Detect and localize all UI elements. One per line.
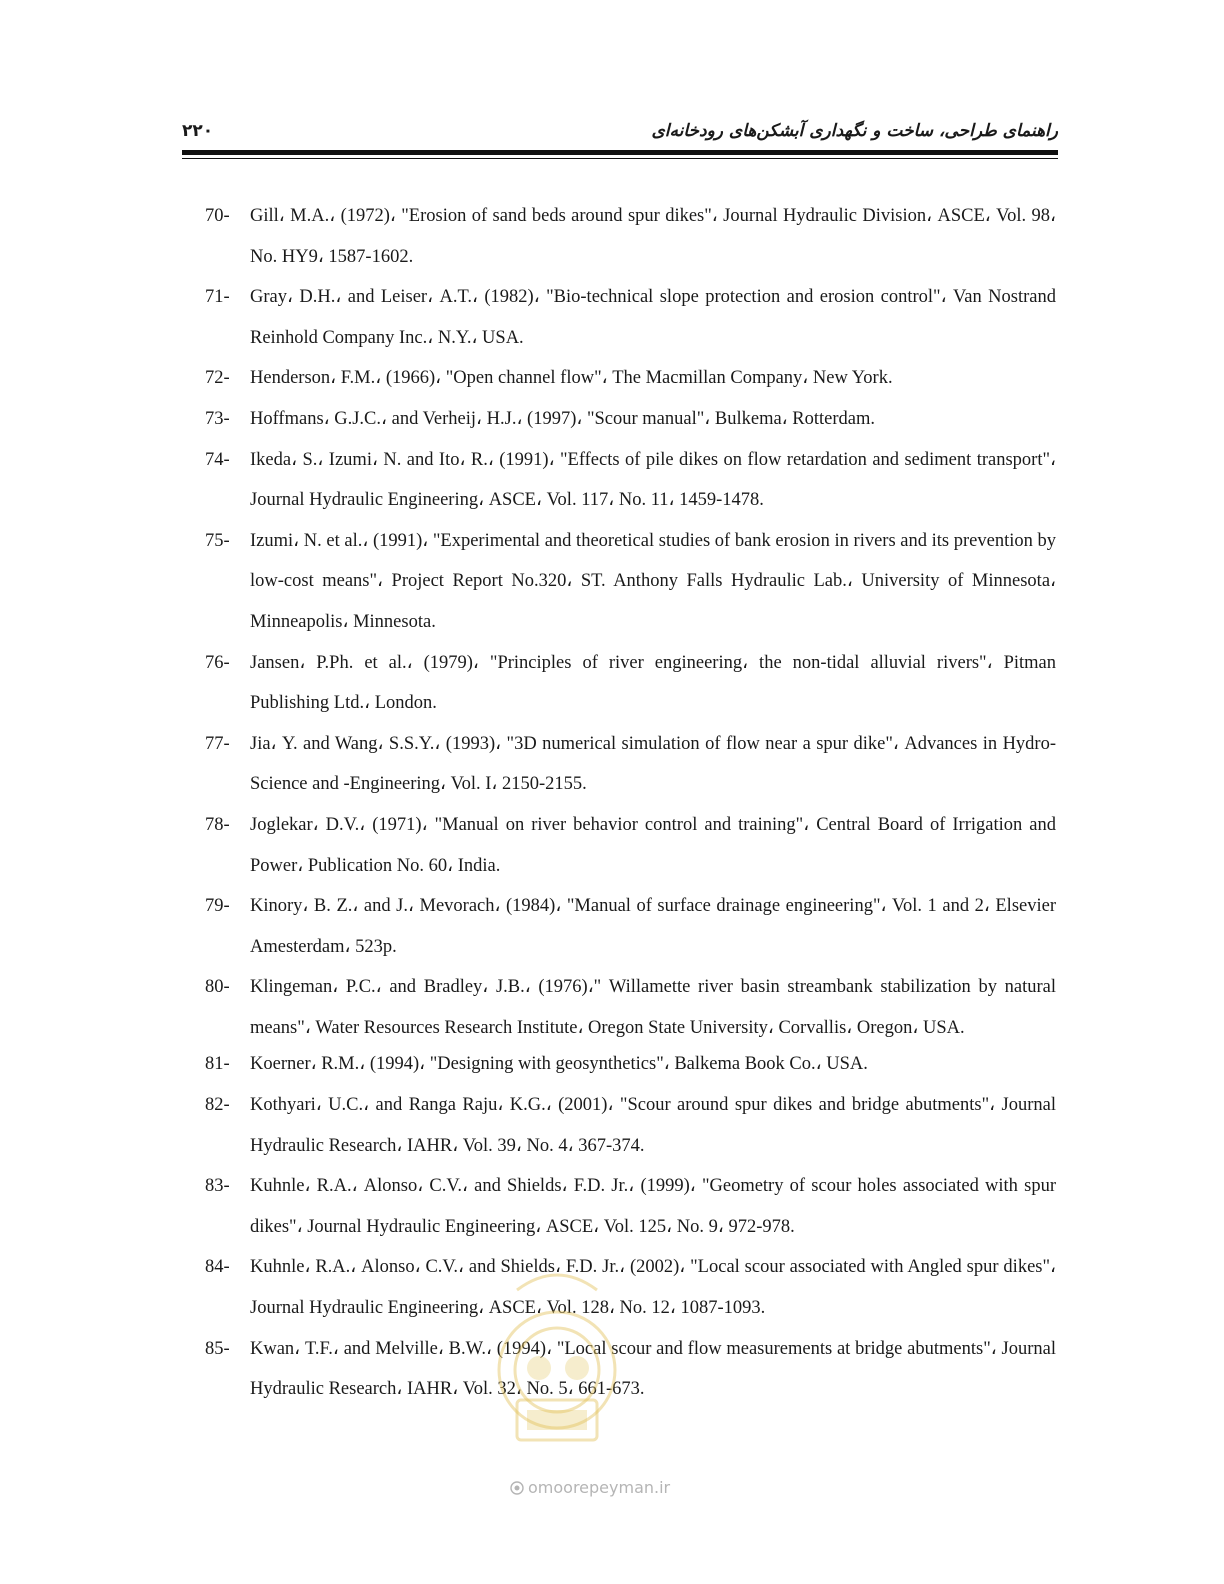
reference-text: Gill، M.A.، (1972)، "Erosion of sand beds around spur dikes"، Journal Hydraulic Division، ASCE، Vol. 98، No. HY9، 1587-1602. [250,206,1056,267]
site-watermark-text: omoorepeyman.ir [528,1478,671,1497]
globe-icon [510,1481,524,1495]
reference-number: 85- [205,1338,230,1359]
reference-item [205,1166,1056,1247]
reference-number: 76- [205,652,230,673]
reference-item [205,521,1056,643]
reference-number: 84- [205,1257,230,1278]
reference-item [205,805,1056,886]
reference-item [205,196,1056,277]
reference-text: Kuhnle، R.A.، Alonso، C.V.، and Shields، F.D. Jr.، (2002)، "Local scour associated with Angled spur dikes"، Journal Hydraulic Engineering، ASCE، Vol. 128، No. 12، 1087-1093. [250,1257,1056,1319]
header-rule-thick [182,150,1058,155]
reference-text: Jia، Y. and Wang، S.S.Y.، (1993)، "3D numerical simulation of flow near a spur dike"، Advances in Hydro-Science and -Engineering، Vol. I، 2150-2155. [250,733,1056,795]
reference-item [205,440,1056,521]
reference-number: 81- [205,1054,230,1075]
reference-text: Gray، D.H.، and Leiser، A.T.، (1982)، "Bio-technical slope protection and erosion control"، Van Nostrand Reinhold Company Inc.، N.Y.، USA. [250,287,1056,348]
reference-number: 70- [205,206,230,226]
reference-item [205,1085,1056,1166]
reference-text: Jansen، P.Ph. et al.، (1979)، "Principles of river engineering، the non-tidal alluvial rivers"، Pitman Publishing Ltd.، London. [250,652,1056,714]
reference-item [205,399,1056,440]
reference-text: Izumi، N. et al.، (1991)، "Experimental and theoretical studies of bank erosion in rivers and its prevention by low-cost means"، Project Report No.320، ST. Anthony Falls Hydraulic Lab.، University of Minnesota، Minneapolis، Minnesota. [250,530,1056,632]
reference-number: 77- [205,733,230,754]
reference-text: Ikeda، S.، Izumi، N. and Ito، R.، (1991)، "Effects of pile dikes on flow retardation and sediment transport"، Journal Hydraulic Engineering، ASCE، Vol. 117، No. 11، 1459-1478. [250,449,1056,511]
reference-number: 71- [205,287,230,308]
reference-item [205,967,1056,1048]
reference-number: 82- [205,1095,230,1116]
reference-item [205,1329,1056,1410]
reference-number: 78- [205,814,230,835]
reference-text: Henderson، F.M.، (1966)، "Open channel flow"، The Macmillan Company، New York. [250,368,893,389]
reference-text: Joglekar، D.V.، (1971)، "Manual on river behavior control and training"، Central Board of Irrigation and Power، Publication No. 60، India. [250,814,1056,876]
reference-number: 83- [205,1176,230,1197]
reference-number: 75- [205,530,230,551]
reference-number: 79- [205,896,230,917]
reference-text: Klingeman، P.C.، and Bradley، J.B.، (1976)،" Willamette river basin streambank stabilization by natural means"، Water Resources Research Institute، Oregon State University، Corvallis، Oregon، USA. [250,977,1056,1038]
reference-text: Kothyari، U.C.، and Ranga Raju، K.G.، (2001)، "Scour around spur dikes and bridge abutments"، Journal Hydraulic Research، IAHR، Vol. 39، No. 4، 367-374. [250,1095,1056,1156]
reference-text: Koerner، R.M.، (1994)، "Designing with geosynthetics"، Balkema Book Co.، USA. [250,1054,868,1075]
page-number: ۲۲۰ [182,121,214,141]
page-header [182,118,1058,148]
reference-text: Kwan، T.F.، and Melville، B.W.، (1994)، "Local scour and flow measurements at bridge abutments"، Journal Hydraulic Research، IAHR، Vol. 32، No. 5، 661-673. [250,1338,1056,1400]
reference-text: Hoffmans، G.J.C.، and Verheij، H.J.، (1997)، "Scour manual"، Bulkema، Rotterdam. [250,408,875,429]
reference-number: 73- [205,408,230,429]
reference-item [205,724,1056,805]
reference-item [205,1044,1056,1085]
reference-item [205,886,1056,967]
running-title: راهنمای طراحی، ساخت و نگهداری آبشکن‌های رودخانه‌ای [651,121,1058,141]
reference-number: 72- [205,368,230,389]
reference-item [205,643,1056,724]
header-rule-thin [182,158,1058,159]
reference-item [205,277,1056,358]
reference-text: Kinory، B. Z.، and J.، Mevorach، (1984)، "Manual of surface drainage engineering"، Vol. 1 and 2، Elsevier Amesterdam، 523p. [250,896,1056,957]
reference-text: Kuhnle، R.A.، Alonso، C.V.، and Shields، F.D. Jr.، (1999)، "Geometry of scour holes associated with spur dikes"، Journal Hydraulic Engineering، ASCE، Vol. 125، No. 9، 972-978. [250,1176,1056,1237]
reference-number: 80- [205,977,230,998]
reference-number: 74- [205,449,230,470]
site-watermark [510,1478,670,1497]
reference-item [205,1247,1056,1328]
reference-item [205,358,1056,399]
reference-list [205,196,1056,1410]
